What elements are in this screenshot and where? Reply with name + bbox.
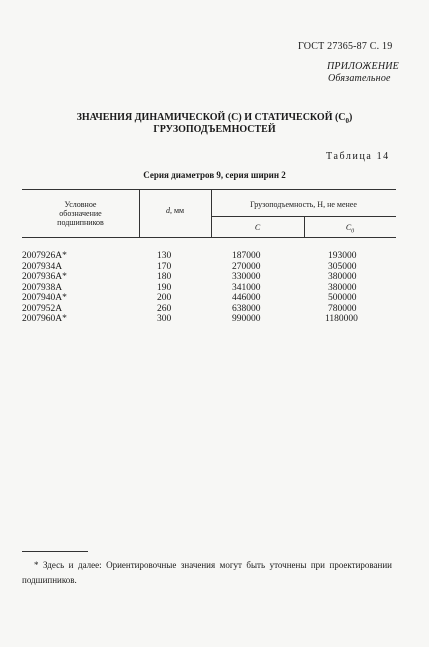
appendix-label: ПРИЛОЖЕНИЕ: [327, 61, 399, 72]
header-diameter-unit: , мм: [169, 206, 185, 215]
bearing-code: 2007934А: [22, 261, 63, 272]
static-capacity: 305000: [328, 261, 357, 272]
series-label: Серия диаметров 9, серия ширин 2: [143, 170, 286, 180]
diameter-value: 300: [157, 314, 172, 324]
diameter-value: 130: [157, 251, 172, 261]
dynamic-capacity: 638000: [232, 303, 261, 314]
dynamic-capacity: 990000: [232, 314, 261, 324]
header-capacity: Грузоподъемность, Н, не менее: [250, 200, 357, 209]
dynamic-capacity: 446000: [232, 293, 261, 303]
diameter-value: 260: [157, 303, 172, 314]
bearing-code: 2007938А: [22, 282, 63, 293]
table-header-border: [22, 237, 396, 238]
header-dynamic: C: [254, 223, 261, 232]
dynamic-capacity: 341000: [232, 282, 261, 293]
header-static-symbol: C: [345, 223, 352, 232]
diameter-value: 170: [157, 261, 172, 272]
appendix-status: Обязательное: [328, 73, 391, 84]
header-diameter-symbol: d: [165, 206, 170, 215]
header-bearing: [22, 200, 139, 227]
page-title-line2: ГРУЗОПОДЪЕМНОСТЕЙ: [153, 124, 276, 135]
dynamic-capacity: 330000: [232, 272, 261, 282]
static-capacity: 1180000: [325, 314, 358, 324]
header-bearing-line1: Условное: [64, 200, 97, 209]
static-capacity: 380000: [328, 272, 357, 282]
header-bearing-line3: подшипников: [57, 218, 104, 227]
header-static: [304, 223, 396, 237]
page-title-line1-end: ): [349, 112, 353, 123]
document-reference: ГОСТ 27365-87 С. 19: [298, 41, 393, 52]
header-diameter: [139, 206, 211, 215]
table-caption: Таблица 14: [326, 151, 390, 162]
header-bearing-line2: обозначение: [59, 209, 102, 218]
dynamic-capacity: 270000: [232, 261, 261, 272]
bearing-code: 2007952А: [22, 303, 63, 314]
bearing-code: 2007936А*: [22, 272, 67, 282]
diameter-value: 200: [157, 293, 172, 303]
static-capacity: 500000: [328, 293, 357, 303]
page-title-subscript: 0: [345, 117, 350, 125]
header-static-subscript: 0: [351, 228, 355, 235]
table-top-border: [22, 189, 396, 190]
diameter-value: 190: [157, 282, 172, 293]
static-capacity: 193000: [328, 251, 357, 261]
diameter-value: 180: [157, 272, 172, 282]
footnote-separator: [22, 551, 88, 552]
footnote-text: * Здесь и далее: Ориентировочные значения могут быть уточнены при проектировании подшипников.: [22, 560, 392, 585]
static-capacity: 380000: [328, 282, 357, 293]
static-capacity: 780000: [328, 303, 357, 314]
dynamic-capacity: 187000: [232, 251, 261, 261]
bearing-code: 2007940А*: [22, 293, 67, 303]
page-title-line1: ЗНАЧЕНИЯ ДИНАМИЧЕСКОЙ (C) И СТАТИЧЕСКОЙ (C: [76, 112, 346, 123]
bearing-code: 2007960А*: [22, 314, 67, 324]
bearing-code: 2007926А*: [22, 251, 67, 261]
